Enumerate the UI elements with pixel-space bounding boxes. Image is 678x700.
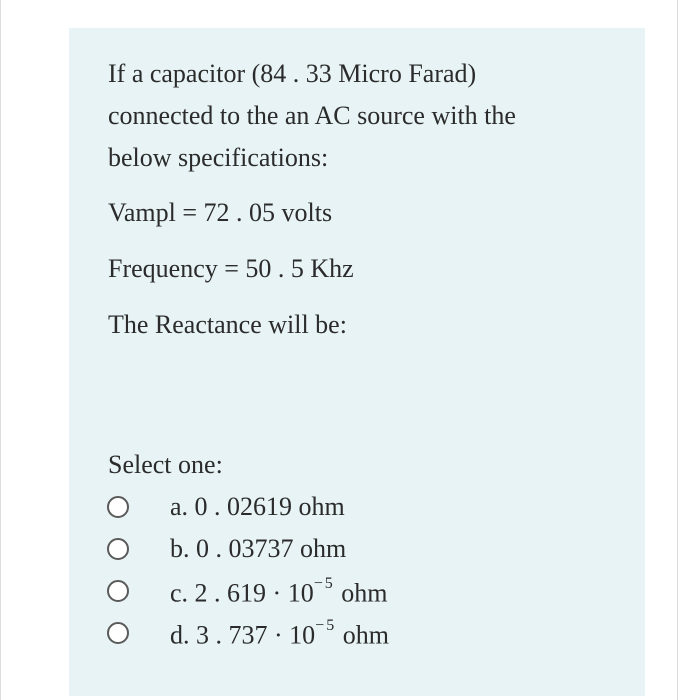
question-text-line-2: connected to the an AC source with the (108, 101, 516, 130)
answer-option-d-text: d. 3 . 737 · 10 (170, 620, 316, 650)
voltage-amplitude-spec: Vampl = 72 . 05 volts (108, 198, 333, 227)
answer-option-b[interactable] (107, 529, 346, 569)
answer-option-a-text: a. 0 . 02619 ohm (170, 492, 345, 521)
answer-option-b-text: b. 0 . 03737 ohm (170, 534, 347, 563)
answer-option-d[interactable] (107, 613, 389, 653)
answer-option-c-exponent: −5 (313, 575, 335, 593)
answer-option-c-text: c. 2 . 619 · 10 (170, 578, 314, 608)
question-panel (69, 28, 645, 696)
radio-button-c[interactable] (107, 580, 129, 602)
question-text-line-3: below specifications: (108, 143, 329, 172)
radio-button-d[interactable] (107, 622, 129, 644)
answer-option-d-exponent: −5 (315, 617, 337, 635)
answer-option-a-label (170, 487, 345, 527)
radio-button-a[interactable] (107, 496, 129, 518)
answer-option-c-unit: ohm (334, 578, 388, 608)
answer-option-b-label (170, 529, 346, 569)
radio-button-b[interactable] (107, 538, 129, 560)
answer-option-c-label (170, 568, 387, 614)
page-border-left (0, 0, 1, 700)
question-text-line-1: If a capacitor (84 . 33 Micro Farad) (108, 59, 477, 88)
select-one-label: Select one: (108, 450, 223, 479)
answer-option-a[interactable] (107, 487, 345, 527)
answer-option-c[interactable] (107, 571, 387, 611)
question-prompt: The Reactance will be: (108, 310, 347, 339)
frequency-spec: Frequency = 50 . 5 Khz (108, 254, 354, 283)
answer-option-d-label (170, 610, 389, 656)
answer-option-d-unit: ohm (336, 620, 389, 650)
